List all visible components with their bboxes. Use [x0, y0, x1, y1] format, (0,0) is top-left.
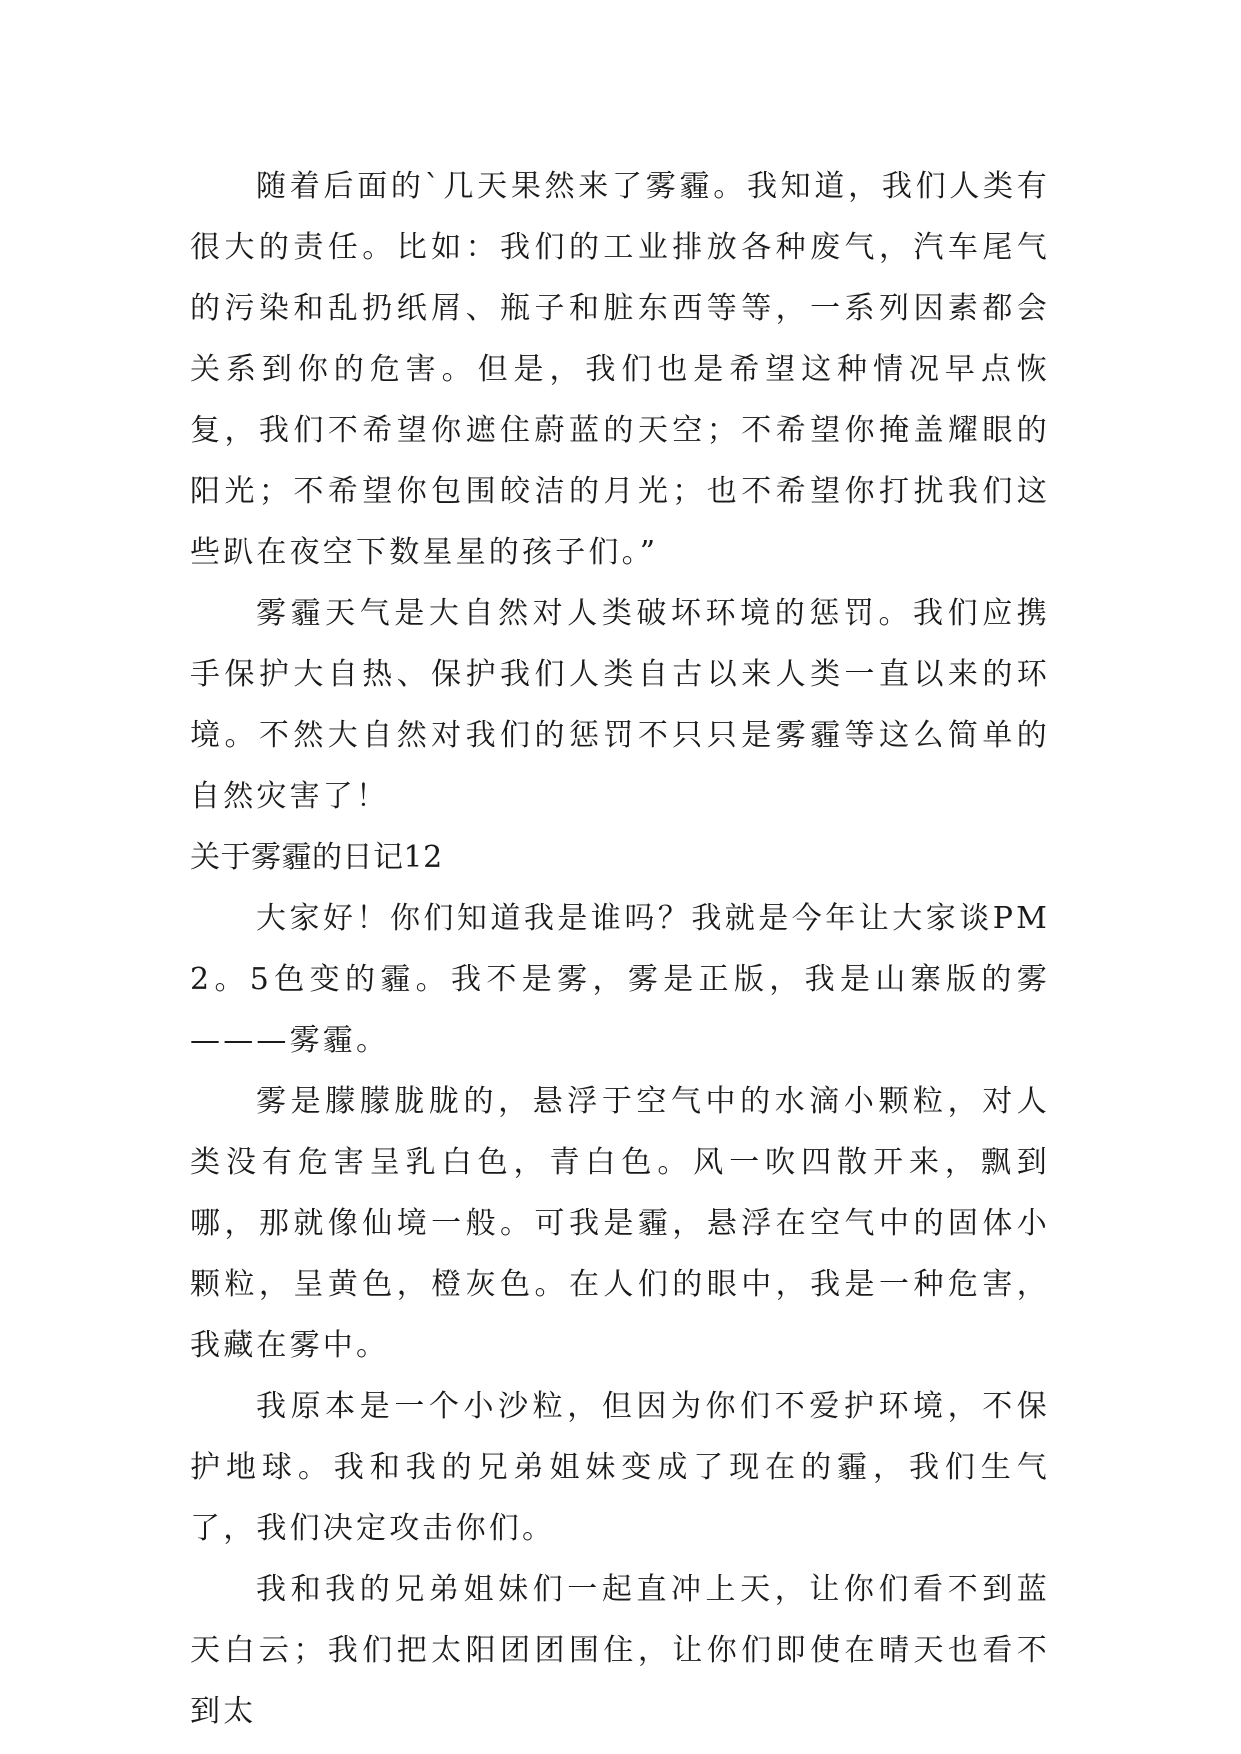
paragraph-smog-responsibility: 随着后面的`几天果然来了雾霾。我知道，我们人类有很大的责任。比如：我们的工业排放各种废气，汽车尾气的污染和乱扔纸屑、瓶子和脏东西等等，一系列因素都会关系到你的危害。但是，我们也是希望这种情况早点恢复，我们不希望你遮住蔚蓝的天空；不希望你掩盖耀眼的阳光；不希望你包围皎洁的月光；也不希望你打扰我们这些趴在夜空下数星星的孩子们。” — [190, 169, 1050, 570]
paragraph-introduction: 大家好！你们知道我是谁吗？我就是今年让大家谈PM2。5色变的霾。我不是雾，雾是正版，我是山寨版的雾———雾霾。 — [190, 901, 1050, 1058]
paragraph-nature-punishment: 雾霾天气是大自然对人类破坏环境的惩罚。我们应携手保护大自热、保护我们人类自古以来人类一直以来的环境。不然大自然对我们的惩罚不只只是雾霾等这么简单的自然灾害了！ — [190, 596, 1050, 814]
paragraph-fog-vs-haze: 雾是朦朦胧胧的，悬浮于空气中的水滴小颗粒，对人类没有危害呈乳白色，青白色。风一吹四散开来，飘到哪，那就像仙境一般。可我是霾，悬浮在空气中的固体小颗粒，呈黄色，橙灰色。在人们的眼中，我是一种危害，我藏在雾中。 — [190, 1084, 1050, 1363]
paragraph-origin: 我原本是一个小沙粒，但因为你们不爱护环境，不保护地球。我和我的兄弟姐妹变成了现在的霾，我们生气了，我们决定攻击你们。 — [190, 1389, 1050, 1546]
document-page — [190, 156, 1050, 1742]
section-heading: 关于雾霾的日记12 — [190, 840, 443, 875]
paragraph-attack: 我和我的兄弟姐妹们一起直冲上天，让你们看不到蓝天白云；我们把太阳团团围住，让你们即使在晴天也看不到太 — [190, 1572, 1050, 1729]
